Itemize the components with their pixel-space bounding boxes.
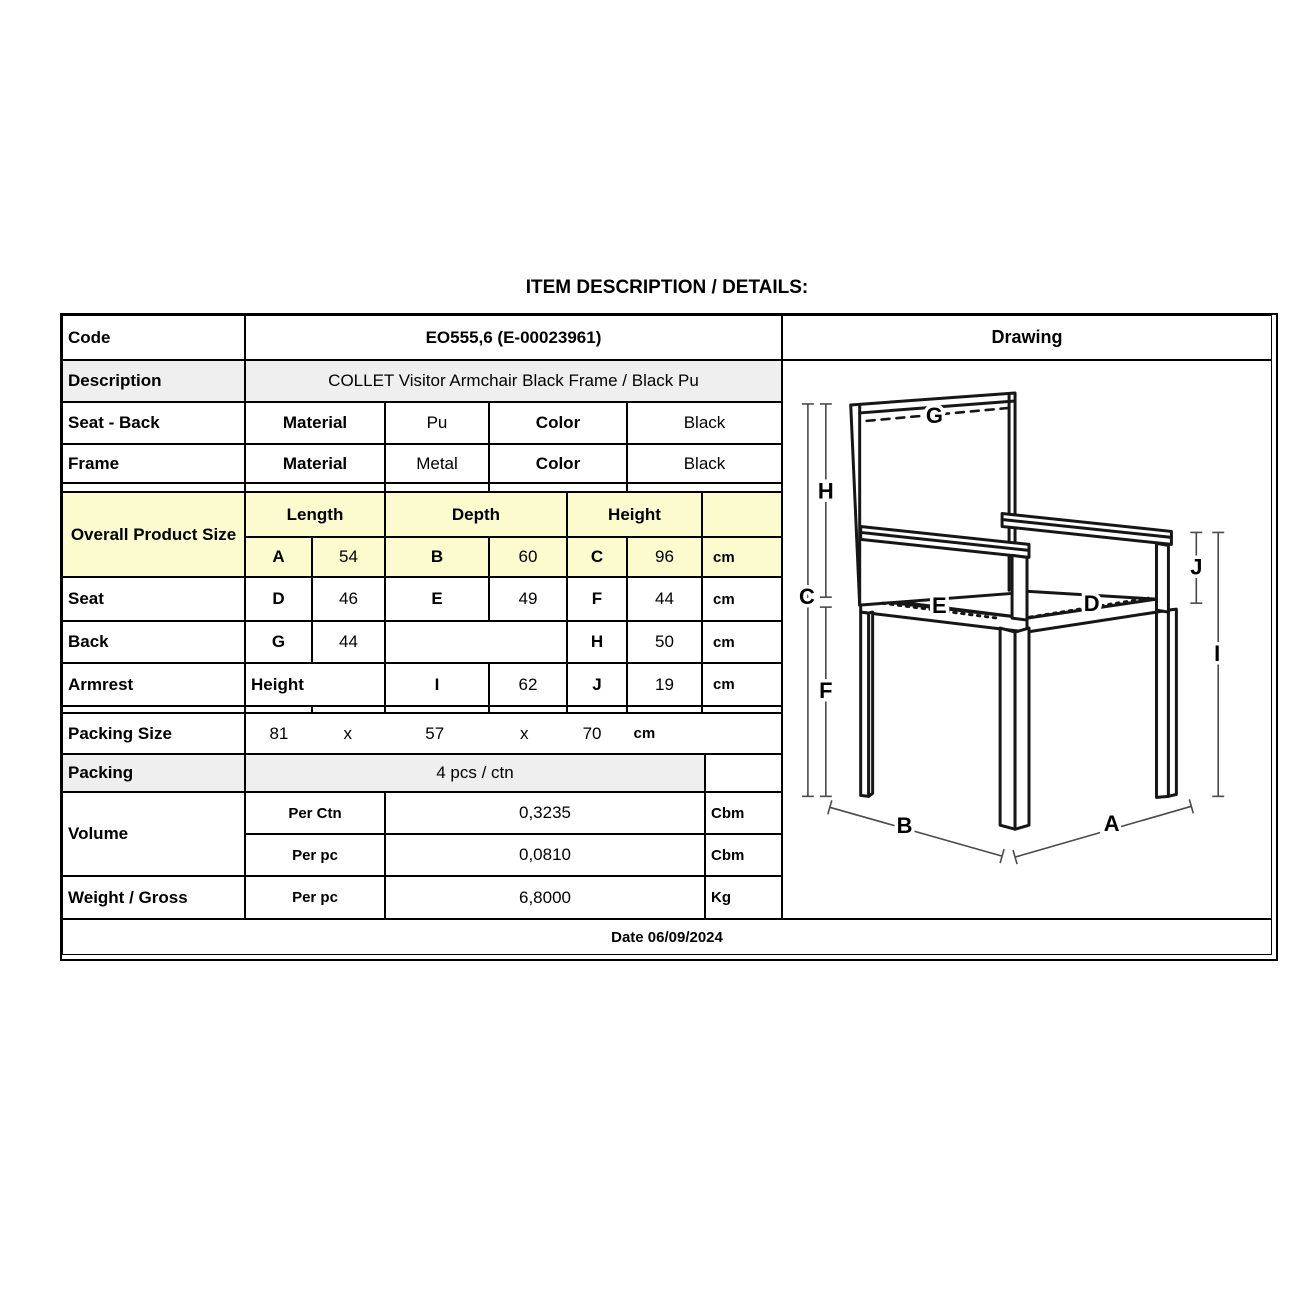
packing-label: Packing: [62, 754, 245, 792]
dim-label-h: H: [817, 478, 834, 504]
armrest-left-post: [1012, 555, 1027, 620]
dim-value-a: 54: [312, 537, 385, 577]
seat-back-material-value: Pu: [385, 402, 489, 444]
packing-value: 4 pcs / ctn: [245, 754, 705, 792]
packing-size-unit: cm: [633, 725, 656, 742]
seat-back-material-label: Material: [245, 402, 385, 444]
dim-label-c: C: [798, 584, 815, 610]
packing-size-label: Packing Size: [62, 713, 245, 754]
code-value: EO555,6 (E-00023961): [245, 315, 782, 360]
page-title: ITEM DESCRIPTION / DETAILS:: [525, 277, 809, 298]
armrest-label: Armrest: [62, 663, 245, 706]
dim-letter-f: F: [567, 577, 627, 621]
unit-cm: cm: [702, 577, 782, 621]
unit-cm: cm: [702, 663, 782, 706]
volume-per-ctn-unit: Cbm: [705, 792, 782, 834]
spacer-cell: [62, 706, 245, 713]
dim-value-g: 44: [312, 621, 385, 663]
weight-value: 6,8000: [385, 876, 705, 919]
code-label: Code: [62, 315, 245, 360]
volume-per-ctn-label: Per Ctn: [245, 792, 385, 834]
packing-size-w: 57: [425, 723, 445, 743]
back-label: Back: [62, 621, 245, 663]
volume-per-pc-unit: Cbm: [705, 834, 782, 876]
volume-per-ctn-value: 0,3235: [385, 792, 705, 834]
spacer-cell: [245, 706, 312, 713]
spacer-cell: [245, 483, 385, 492]
dim-value-b: 60: [489, 537, 567, 577]
packing-size-l: 81: [269, 723, 289, 743]
weight-label: Weight / Gross: [62, 876, 245, 919]
dim-letter-h: H: [567, 621, 627, 663]
empty-cell: [385, 621, 567, 663]
leg-back-left-side: [869, 612, 873, 796]
dim-label-b: B: [896, 813, 913, 839]
seat-back-color-value: Black: [627, 402, 782, 444]
seat-back-color-label: Color: [489, 402, 627, 444]
dim-value-c: 96: [627, 537, 702, 577]
depth-header: Depth: [385, 492, 567, 537]
frame-material-label: Material: [245, 444, 385, 483]
dim-label-g: G: [925, 402, 943, 428]
volume-per-pc-label: Per pc: [245, 834, 385, 876]
volume-label: Volume: [62, 792, 245, 876]
spacer-cell: [627, 706, 702, 713]
leg-right-side: [1168, 609, 1176, 796]
spacer-cell: [567, 706, 627, 713]
dim-value-i: 62: [489, 663, 567, 706]
unit-cm: cm: [702, 537, 782, 577]
spacer-cell: [62, 483, 245, 492]
dim-letter-i: I: [385, 663, 489, 706]
spec-table: [60, 313, 1278, 961]
overall-size-label: Overall Product Size: [62, 492, 245, 577]
dim-value-j: 19: [627, 663, 702, 706]
seat-label: Seat: [62, 577, 245, 621]
frame-material-value: Metal: [385, 444, 489, 483]
dim-letter-j: J: [567, 663, 627, 706]
dim-label-j: J: [1190, 554, 1203, 580]
weight-unit: Kg: [705, 876, 782, 919]
packing-size-value: [245, 713, 782, 754]
dim-label-e: E: [932, 593, 947, 619]
dim-letter-a: A: [245, 537, 312, 577]
frame-color-value: Black: [627, 444, 782, 483]
seat-back-label: Seat - Back: [62, 402, 245, 444]
unit-cm: cm: [702, 621, 782, 663]
dim-label-i: I: [1214, 640, 1221, 666]
armchair-technical-drawing: [783, 361, 1271, 918]
spacer-cell: [627, 483, 782, 492]
spacer-cell: [385, 706, 489, 713]
empty-cell: [705, 754, 782, 792]
dim-value-f: 44: [627, 577, 702, 621]
leg-front-near: [1000, 628, 1015, 829]
leg-front-near-side: [1015, 628, 1029, 829]
dim-label-a: A: [1103, 811, 1120, 837]
frame-label: Frame: [62, 444, 245, 483]
dim-value-e: 49: [489, 577, 567, 621]
frame-color-label: Color: [489, 444, 627, 483]
spacer-cell: [702, 706, 782, 713]
spacer-cell: [312, 706, 385, 713]
packing-size-x1: x: [343, 723, 352, 743]
armrest-height-label: Height: [245, 663, 385, 706]
dim-letter-g: G: [245, 621, 312, 663]
dim-letter-c: C: [567, 537, 627, 577]
dim-value-d: 46: [312, 577, 385, 621]
spacer-cell: [489, 483, 627, 492]
dim-letter-d: D: [245, 577, 312, 621]
drawing-header: Drawing: [782, 315, 1272, 360]
volume-per-pc-value: 0,0810: [385, 834, 705, 876]
dim-letter-e: E: [385, 577, 489, 621]
dim-letter-b: B: [385, 537, 489, 577]
armrest-right-post: [1156, 543, 1168, 612]
empty-cell: [702, 492, 782, 537]
packing-size-x2: x: [519, 723, 529, 743]
length-header: Length: [245, 492, 385, 537]
weight-per-pc-label: Per pc: [245, 876, 385, 919]
dim-label-f: F: [819, 677, 833, 703]
description-label: Description: [62, 360, 245, 402]
description-value: COLLET Visitor Armchair Black Frame / Black Pu: [245, 360, 782, 402]
date-row: Date 06/09/2024: [62, 919, 1272, 955]
dim-label-d: D: [1083, 591, 1100, 617]
dim-value-h: 50: [627, 621, 702, 663]
dim-line-b: [830, 807, 1002, 856]
packing-size-h: 70: [582, 723, 602, 743]
spacer-cell: [489, 706, 567, 713]
spacer-cell: [385, 483, 489, 492]
drawing-area: [782, 360, 1272, 919]
height-header: Height: [567, 492, 702, 537]
leg-right: [1156, 610, 1168, 797]
